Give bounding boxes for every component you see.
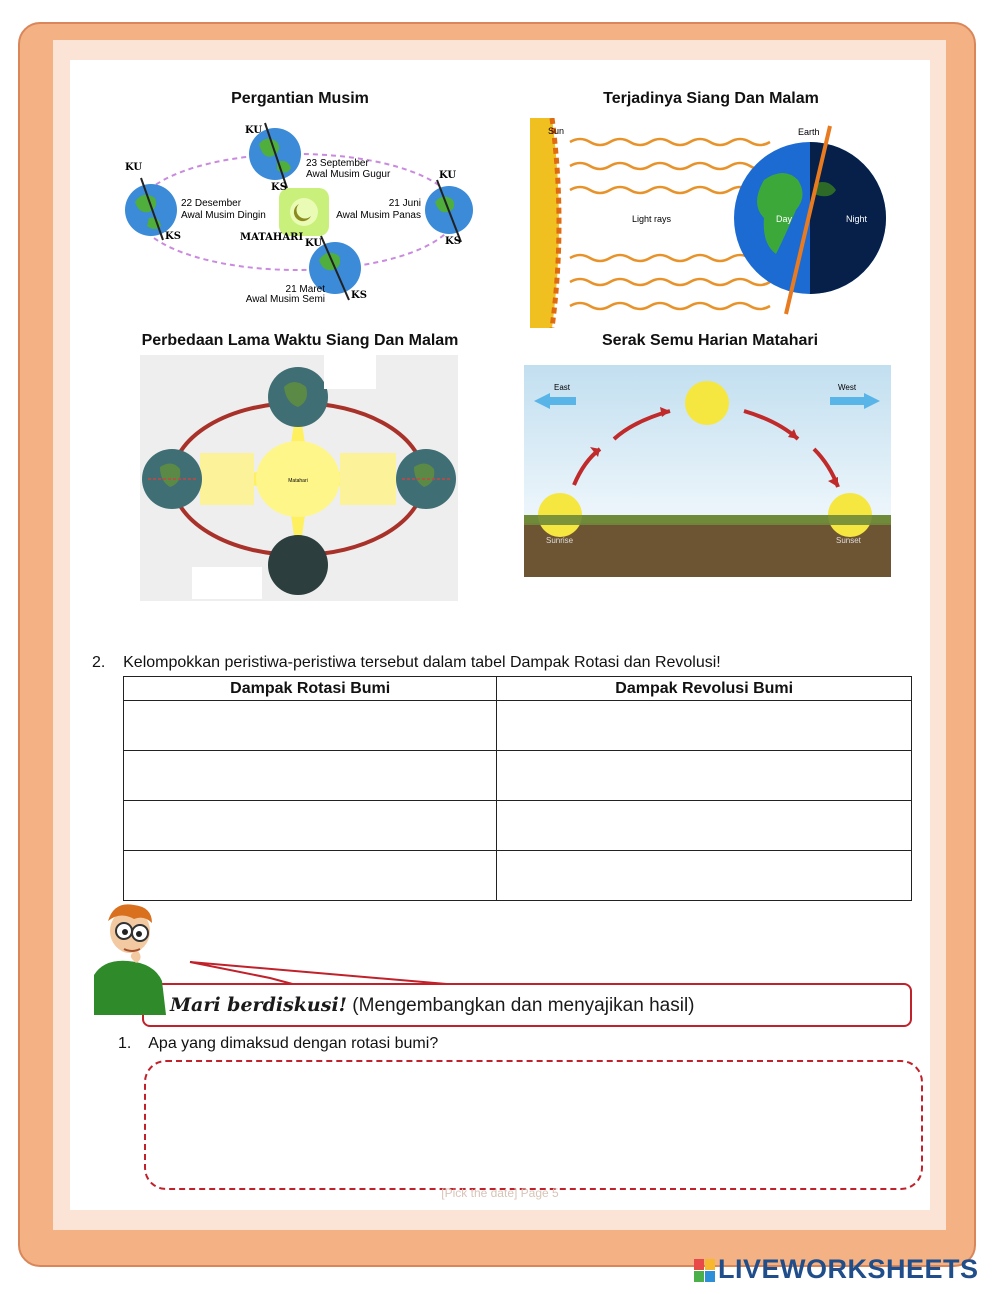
discussion-title-rest: (Mengembangkan dan menyajikan hasil) <box>347 995 695 1016</box>
thinking-boy-icon <box>88 903 168 1018</box>
label-awal-musim-panas: Awal Musim Panas <box>336 210 421 221</box>
rotation-revolution-table <box>123 676 912 901</box>
table-row <box>124 851 912 901</box>
label-ku-top: KU <box>245 125 263 136</box>
caption-serak-semu: Serak Semu Harian Matahari <box>601 332 819 349</box>
discussion-title <box>170 994 695 1017</box>
revolusi-answer-cell-3[interactable] <box>497 801 912 851</box>
label-ks-right: KS <box>445 236 461 247</box>
revolusi-answer-cell-4[interactable] <box>497 851 912 901</box>
label-22-desember: 22 Desember <box>181 198 242 209</box>
label-awal-musim-semi: Awal Musim Semi <box>245 294 325 305</box>
caption-siang-malam: Terjadinya Siang Dan Malam <box>603 90 819 107</box>
day-night-diagram <box>530 118 890 328</box>
header-dampak-rotasi: Dampak Rotasi Bumi <box>124 677 497 701</box>
table-row <box>124 801 912 851</box>
label-light-rays: Light rays <box>632 214 672 224</box>
question-1 <box>118 1035 438 1053</box>
caption-perbedaan-waktu: Perbedaan Lama Waktu Siang Dan Malam <box>141 332 459 349</box>
rotasi-answer-cell-4[interactable] <box>124 851 497 901</box>
question-2 <box>92 654 721 672</box>
revolusi-answer-cell-1[interactable] <box>497 701 912 751</box>
answer-box-rotasi[interactable] <box>144 1060 923 1190</box>
label-west: West <box>838 383 857 392</box>
caption-pergantian-musim: Pergantian Musim <box>231 90 369 107</box>
discussion-title-bold: Mari berdiskusi! <box>170 994 348 1016</box>
label-sunset: Sunset <box>836 536 861 545</box>
label-sun: Sun <box>548 126 565 136</box>
label-earth: Earth <box>798 127 820 137</box>
seasons-diagram <box>115 118 485 310</box>
table-row <box>124 701 912 751</box>
label-ku-left: KU <box>125 162 143 173</box>
question-2-number: 2. <box>92 654 106 671</box>
label-matahari: MATAHARI <box>240 232 304 243</box>
table-row <box>124 751 912 801</box>
label-21-juni: 21 Juni <box>388 198 421 209</box>
day-length-diagram <box>140 355 458 601</box>
discussion-banner <box>142 983 912 1027</box>
label-21-maret: 21 Maret <box>285 284 325 295</box>
rotasi-answer-cell-2[interactable] <box>124 751 497 801</box>
question-1-text: Apa yang dimaksud dengan rotasi bumi? <box>148 1035 439 1052</box>
label-ks-bottom: KS <box>351 290 367 301</box>
question-1-number: 1. <box>118 1035 132 1052</box>
label-awal-musim-dingin: Awal Musim Dingin <box>181 210 266 221</box>
question-2-text: Kelompokkan peristiwa-peristiwa tersebut dalam tabel Dampak Rotasi dan Revolusi! <box>123 654 721 671</box>
label-ks-top: KS <box>271 182 287 193</box>
label-matahari-center: Matahari <box>288 478 308 484</box>
header-dampak-revolusi: Dampak Revolusi Bumi <box>497 677 912 701</box>
page-footer: [Pick the date] Page 5 <box>441 1186 559 1200</box>
label-day: Day <box>776 214 793 224</box>
rotasi-answer-cell-3[interactable] <box>124 801 497 851</box>
liveworksheets-brand <box>694 1254 979 1285</box>
label-night: Night <box>846 214 868 224</box>
rotasi-answer-cell-1[interactable] <box>124 701 497 751</box>
label-ku-bottom: KU <box>305 238 323 249</box>
sun-path-diagram <box>524 365 891 577</box>
earth-globe-right <box>425 180 473 242</box>
brand-text: LIVEWORKSHEETS <box>718 1254 979 1284</box>
liveworksheets-logo-icon <box>694 1259 716 1283</box>
label-ku-right: KU <box>439 170 457 181</box>
label-awal-musim-gugur: Awal Musim Gugur <box>306 169 391 180</box>
revolusi-answer-cell-2[interactable] <box>497 751 912 801</box>
label-23-september: 23 September <box>306 158 369 169</box>
label-ks-left: KS <box>165 231 181 242</box>
table-header-row <box>124 677 912 701</box>
label-sunrise: Sunrise <box>546 536 574 545</box>
label-east: East <box>554 383 571 392</box>
